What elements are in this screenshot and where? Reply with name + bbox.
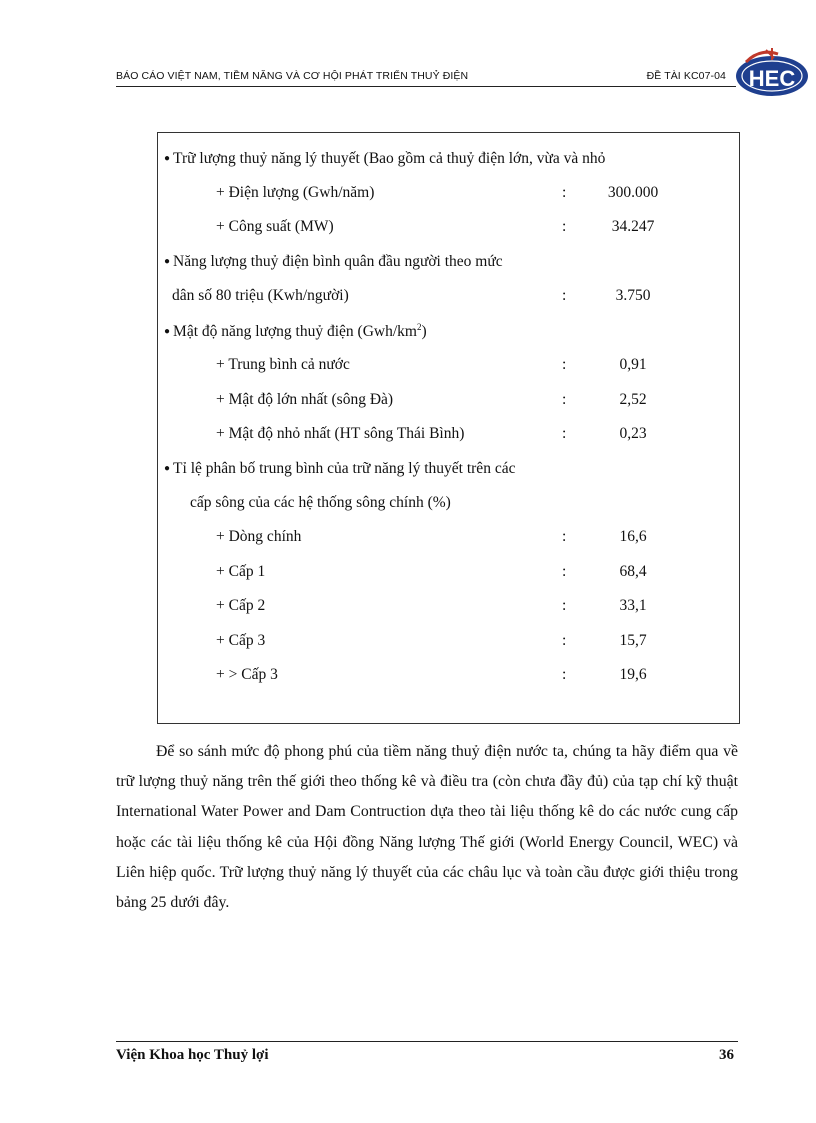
page-footer xyxy=(116,1041,738,1068)
header-title: BÁO CÁO VIỆT NAM, TIỀM NĂNG VÀ CƠ HỘI PHÁT TRIỂN THUỶ ĐIỆN xyxy=(116,70,469,82)
row-colon: : xyxy=(562,597,567,614)
list-item xyxy=(158,563,739,587)
row-label: dân số 80 triệu (Kwh/người) xyxy=(172,287,349,304)
list-item xyxy=(158,184,739,208)
bullet-icon: ● xyxy=(164,256,171,267)
list-item xyxy=(158,356,739,380)
list-item xyxy=(158,666,739,690)
row-value: 2,52 xyxy=(619,391,647,408)
row-label: Trữ lượng thuỷ năng lý thuyết (Bao gồm cả thuỷ điện lớn, vừa và nhỏ xyxy=(173,150,606,167)
row-value: 19,6 xyxy=(619,666,647,683)
header-project-code: ĐỀ TÀI KC07-04 xyxy=(646,70,726,82)
superscript: 2 xyxy=(416,322,422,332)
row-value: 3.750 xyxy=(615,287,651,304)
row-label: + Cấp 1 xyxy=(216,563,266,580)
row-label: + Công suất (MW) xyxy=(216,218,334,235)
row-label: + Điện lượng (Gwh/năm) xyxy=(216,184,375,201)
row-label: Năng lượng thuỷ điện bình quân đầu người theo mức xyxy=(173,253,503,270)
row-colon: : xyxy=(562,391,567,408)
row-value: 68,4 xyxy=(619,563,647,580)
list-item xyxy=(158,494,739,518)
statistics-box xyxy=(157,132,740,724)
row-value: 0,91 xyxy=(619,356,647,373)
page-header xyxy=(116,68,736,87)
body-paragraph xyxy=(116,737,738,918)
row-colon: : xyxy=(562,632,567,649)
row-colon: : xyxy=(562,218,567,235)
row-value: 16,6 xyxy=(619,528,647,545)
row-colon: : xyxy=(562,425,567,442)
list-item xyxy=(158,218,739,242)
list-item xyxy=(158,597,739,621)
row-value: 34.247 xyxy=(611,218,655,235)
list-item xyxy=(158,460,739,484)
row-colon: : xyxy=(562,666,567,683)
row-label-end: ) xyxy=(421,323,427,341)
row-value: 300.000 xyxy=(607,184,659,201)
row-label: + > Cấp 3 xyxy=(216,666,278,683)
hec-logo xyxy=(732,44,812,102)
row-value: 15,7 xyxy=(619,632,647,649)
list-item xyxy=(158,322,739,346)
row-colon: : xyxy=(562,528,567,545)
list-item xyxy=(158,528,739,552)
list-item xyxy=(158,150,739,174)
row-label: + Mật độ lớn nhất (sông Đà) xyxy=(216,391,394,408)
list-item xyxy=(158,632,739,656)
row-label: cấp sông của các hệ thống sông chính (%) xyxy=(190,494,451,511)
row-colon: : xyxy=(562,184,567,201)
bullet-icon: ● xyxy=(164,153,171,164)
bullet-icon: ● xyxy=(164,463,171,474)
list-item xyxy=(158,287,739,311)
logo-text: HEC xyxy=(748,66,796,91)
row-value: 33,1 xyxy=(619,597,647,614)
row-colon: : xyxy=(562,287,567,304)
footer-institution: Viện Khoa học Thuỷ lợi xyxy=(116,1047,269,1063)
row-label: + Cấp 2 xyxy=(216,597,266,614)
list-item xyxy=(158,253,739,277)
row-value: 0,23 xyxy=(619,425,647,442)
row-colon: : xyxy=(562,356,567,373)
page-number: 36 xyxy=(719,1047,734,1063)
paragraph-text: Để so sánh mức độ phong phú của tiềm năng thuỷ điện nước ta, chúng ta hãy điểm qua về trữ lượng thuỷ năng trên thế giới theo thống kê và điều tra (còn chưa đầy đủ) của tạp chí kỹ thuật International Water Power and Dam Contruction dựa theo tài liệu thống kê do các nước cung cấp hoặc các tài liệu thống kê của Hội đồng Năng lượng Thế giới (World Energy Council, WEC) và Liên hiệp quốc. Trữ lượng thuỷ năng lý thuyết của các châu lục và toàn cầu được giới thiệu trong bảng 25 dưới đây. xyxy=(116,743,738,912)
row-label: + Mật độ nhỏ nhất (HT sông Thái Bình) xyxy=(216,425,465,442)
list-item xyxy=(158,391,739,415)
row-label: + Trung bình cả nước xyxy=(216,356,350,373)
row-colon: : xyxy=(562,563,567,580)
row-label: + Dòng chính xyxy=(216,528,302,545)
row-label: + Cấp 3 xyxy=(216,632,266,649)
row-label: Mật độ năng lượng thuỷ điện (Gwh/km xyxy=(173,323,417,341)
list-item xyxy=(158,425,739,449)
bullet-icon: ● xyxy=(164,326,171,338)
row-label: Tỉ lệ phân bố trung bình của trữ năng lý thuyết trên các xyxy=(173,460,516,477)
